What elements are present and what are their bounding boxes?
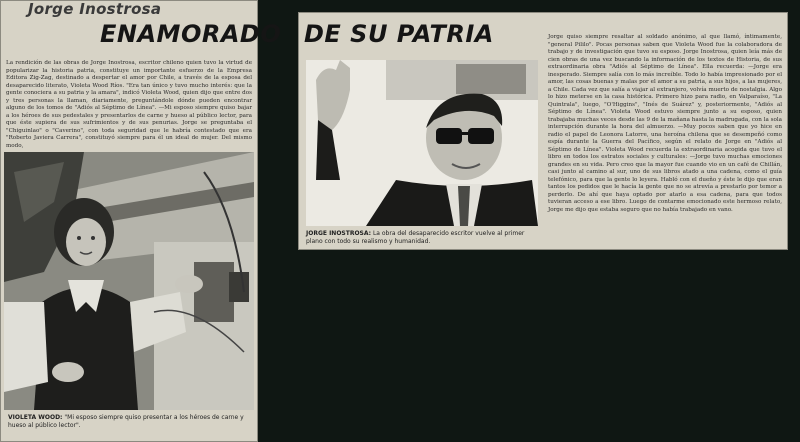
article-body-right: Jorge quiso siempre resaltar al soldado anónimo, al que llamó, íntimamente, "general Pililo". Pocas personas saben que Violeta Wood fue la colaboradora de trabajo y de investigación que tuvo su esposo. Jorge Inostrosa, quien leía más de cien obras de una vez buscando la información de los textos de Historia, de sus extraordinaria obra "Adiós al Séptimo de Línea". Ella recuerda: —Jorge era inesperado. Siempre salía con lo más increíble. Todo lo había impresionado por el amor, las cosas buenas y malas por el amor a su patria, a sus hijos, a las mujeres, a Chile. Cada vez que salía a viajar al extranjero, volvía muerto de nostalgia. Algo lo hizo meterse en la casa histórica. Primero hizo para radio, en Valparaíso, "La Quintrala", luego, "O'Higgins", "Inés de Suárez" y, posteriormente, "Adiós al Séptimo de Línea". Violeta Wood estuvo siempre junto a su esposo, quien trabajaba muchas veces desde las 9 de la mañana hasta la madrugada, con la sola interrupción durante la hora del almuerzo. —Muy pocos saben que yo hice en radio el papel de Leonora Latorre, una heroína chilena que se desempeñó como espía durante la Guerra del Pacífico, según el relato de Jorge en "Adiós al Séptimo de Línea". Violeta Wood recuerda la extraordinaria acogida que tuvo el libro en todos los estratos sociales y culturales: —Jorge tuvo muchas emociones grandes en su vida. Pero creo que la mayor fue cuando vio en un café de Chillán, casi junto al camino al sur, uno de sus libros atado a una cadena, como el guía telefónico, para que la gente lo leyera. Habló con el dueño y éste le dijo que eran tantos los pedidos que le hacía la gente que no se atrevía a prestarlo por temor a perderlo. De ahí que haya optado por atarlo a esa cadena, para que todos tuvieran acceso a ese libro. Luego de contarme emocionado este hermoso relato, Jorge me dijo que estaba seguro que no había trabajado en vano. — [548, 34, 782, 213]
headline-right: DE SU PATRIA — [304, 20, 494, 48]
headline-left: ENAMORADO — [100, 20, 282, 48]
photo-caption-right — [306, 230, 542, 246]
caption-text-right: La obra del desaparecido escritor vuelve al primer plano con todo su realismo y humanidad. — [306, 230, 525, 245]
right-newspaper-clipping — [298, 12, 788, 250]
jorge-inostrosa-photo — [306, 60, 538, 226]
left-newspaper-clipping — [0, 0, 282, 442]
caption-name-right: JORGE INOSTROSA: — [306, 230, 372, 237]
article-body-left: La rendición de las obras de Jorge Inostrosa, escritor chileno quien tuvo la virtud de popularizar la historia patria, constituye un importante esfuerzo de la Empresa Editora Zig-Zag, destinado a despertar el amor por Chile, a través de la esposa del desaparecido literato, Violeta Wood Ríos. "Era tan único y tuvo mucho interés: que la gente conociera a su patria y la amara", indicó Violeta Wood, quien dijo que entre dos y tres personas la llaman, diariamente, preguntándole dónde pueden encontrar alguno de los tomos de "Adiós al Séptimo de Línea". —Mi esposo siempre quiso bajar a los héroes de sus pedestales y presentarlos de carne y hueso al público lector, para que éste supiera de sus sufrimientos y de sus penurias. Jorge se preguntaba el "Chiguinlao" o "Caverino", con toda seguridad que le habría contestado que era "Roberto Javiera Carrera", constituyó siempre para él un ideal de mujer. Del mismo modo, — [6, 60, 252, 149]
photo-caption-left — [8, 414, 252, 430]
author-kicker: Jorge Inostrosa — [28, 0, 162, 18]
caption-text-left: "Mi esposo siempre quiso presentar a los héroes de carne y hueso al público lector". — [8, 414, 244, 429]
caption-name-left: VIOLETA WOOD: — [8, 414, 63, 421]
violeta-wood-photo — [4, 152, 254, 410]
